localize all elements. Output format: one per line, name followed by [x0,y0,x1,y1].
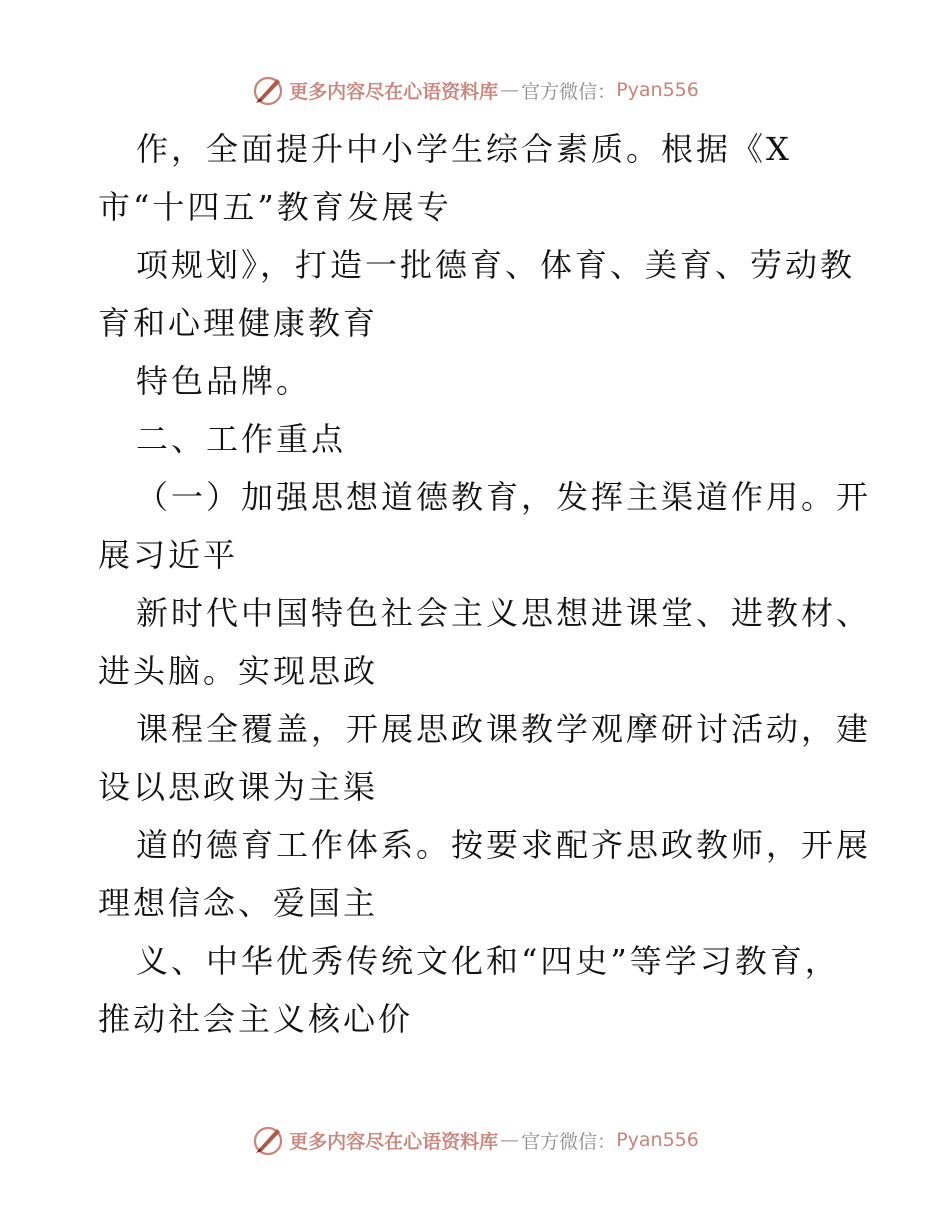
section-heading: 二、工作重点 [136,420,347,458]
watermark-wechat-id: Pyan556 [616,79,699,101]
watermark-main-text: 更多内容尽在心语资料库 [289,80,499,103]
body-line: 道的德育工作体系。按要求配齐思政教师，开展 [136,826,872,864]
body-line: 市“十四五”教育发展专 [98,188,452,226]
body-line: 特色品牌。 [136,362,312,400]
body-line: 项规划》，打造一批德育、体育、美育、劳动教 [136,246,856,284]
feather-pen-logo-icon [251,1123,285,1157]
body-line: （一）加强思想道德教育，发挥主渠道作用。开 [136,478,872,516]
watermark-dash: — [500,79,520,101]
body-line: 理想信念、爱国主 [98,884,379,922]
body-line: 进头脑。实现思政 [98,652,379,690]
footer-watermark [0,1122,950,1158]
document-body [98,120,872,1048]
header-watermark [0,72,950,108]
watermark-label: 官方微信： [521,80,617,103]
feather-pen-logo-icon [251,73,285,107]
body-line: 义、中华优秀传统文化和“四史”等学习教育， [136,942,840,980]
body-line: 作，全面提升中小学生综合素质。根据《X [136,130,792,168]
body-line: 设以思政课为主渠 [98,768,379,806]
body-line: 课程全覆盖，开展思政课教学观摩研讨活动，建 [136,710,872,748]
body-line: 育和心理健康教育 [98,304,379,342]
watermark-wechat-id: Pyan556 [616,1129,699,1151]
body-line: 展习近平 [98,536,239,574]
watermark-label: 官方微信： [521,1130,617,1153]
watermark-main-text: 更多内容尽在心语资料库 [289,1130,499,1153]
body-line: 推动社会主义核心价 [98,1000,414,1038]
body-line: 新时代中国特色社会主义思想进课堂、进教材、 [136,594,872,632]
watermark-dash: — [500,1129,520,1151]
